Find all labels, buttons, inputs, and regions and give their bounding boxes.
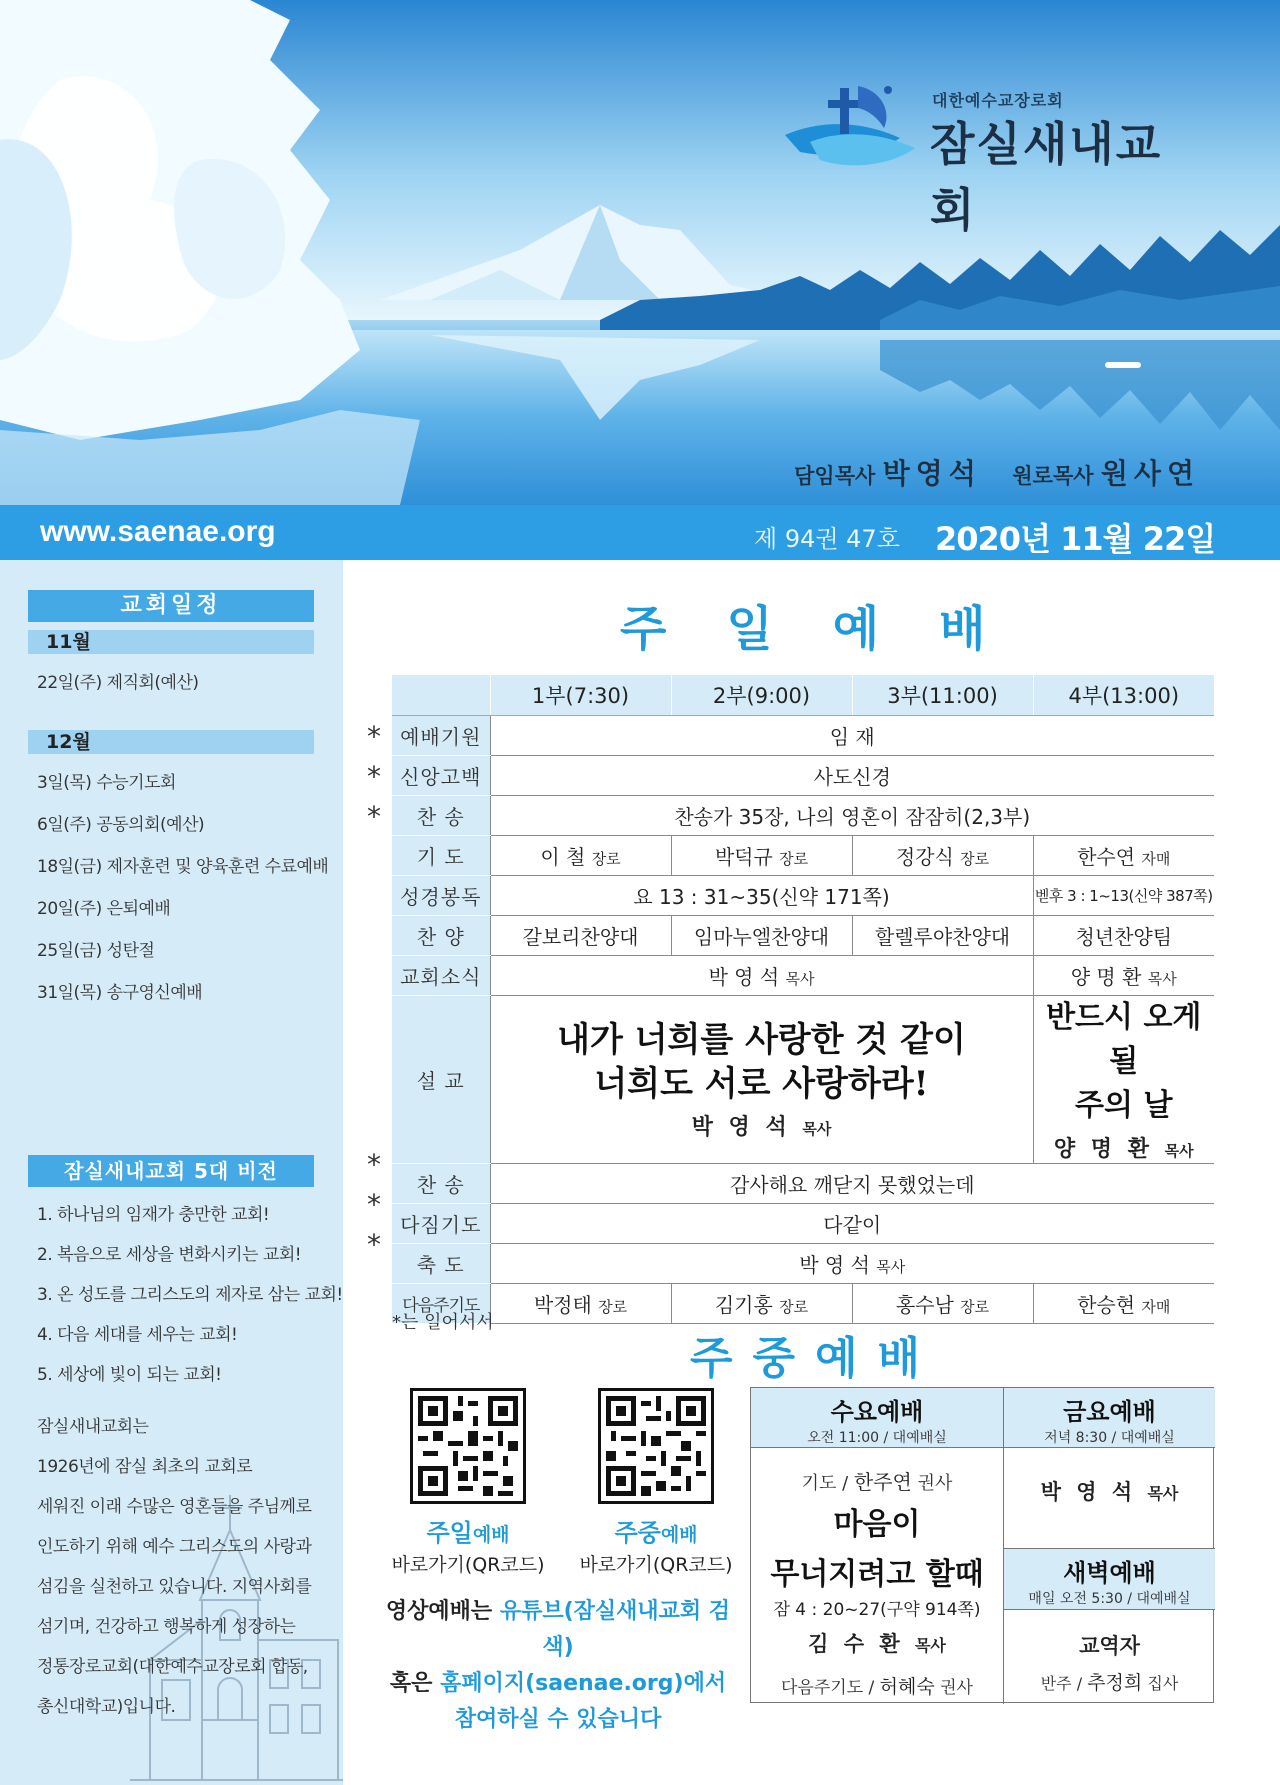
qr-title	[566, 1513, 746, 1548]
table-row	[392, 1203, 1214, 1243]
wednesday-sermon-line: 마음이	[833, 1507, 921, 1542]
stand-marker: *	[367, 1188, 381, 1221]
person-name: 박 영 석	[1040, 1480, 1137, 1504]
person-title: 목사	[1164, 1141, 1194, 1160]
wednesday-scripture: 잠 4 : 20~27(구약 914쪽)	[773, 1600, 981, 1620]
church-name: 잠실새내교회	[930, 117, 1163, 237]
table-header-row	[392, 675, 1214, 715]
vision-item: 3. 온 성도를 그리스도의 제자로 삼는 교회!	[37, 1285, 343, 1305]
row-value	[671, 1283, 852, 1323]
table-row	[392, 715, 1214, 755]
qr-title	[378, 1513, 558, 1548]
row-value: 찬송가 35장, 나의 영혼이 잠잠히(2,3부)	[490, 795, 1214, 835]
intro-line: 잠실새내교회는	[37, 1417, 149, 1437]
row-label: 설 교	[392, 995, 490, 1163]
dawn-time: 매일 오전 5:30 / 대예배실	[1028, 1591, 1191, 1607]
row-label: 신앙고백	[392, 755, 490, 795]
person-title: 목사	[1147, 1484, 1179, 1503]
person-name: 홍수남	[895, 1292, 954, 1317]
row-value: 임 재	[490, 715, 1214, 755]
person-title: 목사	[802, 1119, 832, 1138]
dawn-title: 새벽예배	[1063, 1559, 1156, 1587]
table-row	[392, 875, 1214, 915]
emeritus-pastor-title: 원로목사	[1012, 464, 1094, 488]
sermon-title-line: 내가 너희를 사랑한 것 같이	[557, 1019, 966, 1060]
row-label: 찬 송	[392, 795, 490, 835]
wednesday-time: 오전 11:00 / 대예배실	[807, 1430, 947, 1446]
person-title: 장로	[779, 849, 809, 868]
senior-pastor-title: 담임목사	[794, 464, 876, 488]
person-name: 추정희	[1087, 1672, 1143, 1694]
table-row	[392, 835, 1214, 875]
qr-code-icon	[413, 1391, 523, 1501]
person-name: 박 영 석	[708, 964, 780, 989]
row-label: 다음주기도	[392, 1283, 490, 1323]
schedule-item: 3일(목) 수능기도회	[37, 773, 176, 793]
row-value	[490, 1283, 671, 1323]
row-value	[490, 1243, 1214, 1283]
row-value: 청년찬양팀	[1033, 915, 1214, 955]
row-value	[1033, 955, 1214, 995]
video-service-note	[378, 1594, 738, 1738]
person-name: 양 명 환	[1053, 1136, 1153, 1162]
weekday-qr-code[interactable]	[598, 1388, 714, 1504]
row-value: 요 13 : 31~35(신약 171쪽)	[490, 875, 1033, 915]
person-title: 집사	[1147, 1674, 1179, 1693]
intro-line: 세워진 이래 수많은 영혼들을 주님께로	[37, 1497, 312, 1517]
intro-line: 총신대학교)입니다.	[37, 1697, 176, 1717]
row-label: 기 도	[392, 835, 490, 875]
table-row	[392, 755, 1214, 795]
homepage-link[interactable]: 홈페이지(saenae.org)에서	[440, 1671, 727, 1696]
row-value	[852, 1283, 1033, 1323]
row-value	[490, 835, 671, 875]
vision-title: 잠실새내교회 5대 비전	[28, 1155, 314, 1187]
sermon-title-line: 반드시 오게 될	[1046, 999, 1202, 1079]
prayer-label: 기도 /	[801, 1473, 854, 1494]
vision-item: 5. 세상에 빛이 되는 교회!	[37, 1365, 222, 1385]
row-label: 성경봉독	[392, 875, 490, 915]
intro-line: 인도하기 위해 예수 그리스도의 사랑과	[37, 1537, 312, 1557]
row-value: 임마누엘찬양대	[671, 915, 852, 955]
person-title: 권사	[917, 1473, 953, 1494]
qr-caption: 바로가기(QR코드)	[579, 1554, 733, 1576]
sermon-title-line: 주의 날	[1075, 1087, 1173, 1123]
sunday-qr-code[interactable]	[410, 1388, 526, 1504]
dawn-header	[1004, 1548, 1215, 1610]
intro-line: 정통장로교회(대한예수교장로회 합동,	[37, 1657, 308, 1677]
table-row	[392, 1243, 1214, 1283]
row-value	[671, 835, 852, 875]
row-value: 감사해요 깨닫지 못했었는데	[490, 1163, 1214, 1203]
sunday-qr-label[interactable]	[378, 1513, 558, 1577]
row-label: 축 도	[392, 1243, 490, 1283]
sidebar	[0, 560, 343, 1785]
youtube-link[interactable]: 유튜브(잠실새내교회 검색)	[499, 1599, 731, 1660]
qr-caption: 바로가기(QR코드)	[391, 1554, 545, 1576]
person-title: 목사	[914, 1636, 946, 1655]
video-note-text: 혹은	[389, 1671, 441, 1696]
row-value	[1033, 835, 1214, 875]
issue-banner	[0, 505, 1280, 560]
sermon-fourth	[1033, 995, 1214, 1163]
table-header-cell	[392, 675, 490, 715]
qr-title-main: 주중	[614, 1519, 661, 1547]
person-title: 장로	[598, 1297, 628, 1316]
video-note-text: 영상예배는	[385, 1599, 500, 1624]
row-value	[852, 835, 1033, 875]
stand-marker: *	[367, 760, 381, 793]
table-header-cell: 2부(9:00)	[671, 675, 852, 715]
row-label: 찬 송	[392, 1163, 490, 1203]
person-name: 정강식	[895, 844, 954, 869]
intro-line: 1926년에 잠실 최초의 교회로	[37, 1457, 253, 1477]
person-title: 장로	[960, 1297, 990, 1316]
website-link[interactable]: www.saenae.org	[40, 515, 276, 548]
sermon-title-line: 너희도 서로 사랑하라!	[594, 1063, 929, 1104]
video-note-line	[378, 1666, 738, 1702]
friday-time: 저녁 8:30 / 대예배실	[1044, 1430, 1175, 1446]
schedule-item: 20일(주) 은퇴예배	[37, 899, 171, 919]
row-label: 예배기원	[392, 715, 490, 755]
intro-line: 섬기며, 건강하고 행복하게 성장하는	[37, 1617, 296, 1637]
row-value	[490, 955, 1033, 995]
person-name: 한승현	[1077, 1292, 1136, 1317]
person-title: 권사	[940, 1678, 973, 1698]
person-name: 박 영 석	[799, 1252, 870, 1277]
person-title: 자매	[1141, 849, 1171, 868]
person-name: 박 영 석	[691, 1114, 791, 1140]
wednesday-prayer	[751, 1466, 1003, 1495]
issue-volume: 제 94권 47호	[754, 525, 900, 553]
person-title: 목사	[1147, 969, 1177, 988]
hero-banner	[0, 0, 1280, 505]
schedule-item: 18일(금) 제자훈련 및 양육훈련 수료예배	[37, 857, 329, 877]
person-title: 장로	[779, 1297, 809, 1316]
person-name: 한주연	[853, 1470, 912, 1494]
weekday-services-box	[750, 1387, 1214, 1703]
person-title: 목사	[785, 969, 815, 988]
sermon-main	[490, 995, 1033, 1163]
schedule-title: 교회일정	[28, 590, 314, 622]
sunday-service-title: 주일예배	[620, 601, 1046, 657]
person-title: 장로	[591, 849, 621, 868]
emeritus-pastor-name: 원사연	[1100, 457, 1200, 490]
schedule-item: 6일(주) 공동의회(예산)	[37, 815, 205, 835]
table-header-cell: 3부(11:00)	[852, 675, 1033, 715]
qr-title-main: 주일	[426, 1519, 473, 1547]
wednesday-sermon-line: 무너지려고 할때	[770, 1557, 984, 1592]
wednesday-next-prayer	[751, 1672, 1003, 1699]
dawn-leader: 교역자	[1079, 1634, 1140, 1658]
person-name: 김 수 환	[808, 1632, 904, 1656]
row-value: 벧후 3 : 1~13(신약 387쪽)	[1033, 875, 1214, 915]
person-name: 이 철	[540, 844, 586, 869]
issue-date: 2020년 11월 22일	[935, 520, 1216, 558]
stand-marker: *	[367, 800, 381, 833]
vision-item: 2. 복음으로 세상을 변화시키는 교회!	[37, 1245, 302, 1265]
vision-item: 4. 다음 세대를 세우는 교회!	[37, 1325, 238, 1345]
schedule-item: 22일(주) 제직회(예산)	[37, 673, 199, 693]
weekday-service-title: 주중예배	[690, 1333, 941, 1384]
wednesday-title: 수요예배	[830, 1398, 924, 1426]
video-note-line: 참여하실 수 있습니다	[454, 1707, 662, 1732]
person-title: 목사	[876, 1257, 906, 1276]
sunday-service-table	[392, 675, 1214, 1324]
winter-lake-illustration	[0, 0, 1280, 505]
wednesday-body	[751, 1448, 1003, 1699]
table-header-cell: 4부(13:00)	[1033, 675, 1214, 715]
next-prayer-label: 다음주기도 /	[781, 1678, 880, 1698]
row-value	[1033, 1283, 1214, 1323]
table-header-cell: 1부(7:30)	[490, 675, 671, 715]
church-logo[interactable]	[780, 80, 1200, 237]
denomination-label: 대한예수교장로회	[932, 91, 1064, 110]
row-label: 다짐기도	[392, 1203, 490, 1243]
table-row	[392, 955, 1214, 995]
qr-title-suffix: 예배	[472, 1524, 510, 1546]
row-value: 할렐루야찬양대	[852, 915, 1033, 955]
row-value: 다같이	[490, 1203, 1214, 1243]
stand-marker: *	[367, 1148, 381, 1181]
person-title: 장로	[960, 849, 990, 868]
dawn-body	[1004, 1610, 1215, 1695]
person-name: 김기홍	[714, 1292, 773, 1317]
person-name: 박정태	[533, 1292, 592, 1317]
pastors-line	[794, 452, 1200, 492]
month-label: 12월	[28, 730, 314, 754]
vision-item: 1. 하나님의 임재가 충만한 교회!	[37, 1205, 270, 1225]
stand-note: *는 일어서서	[392, 1312, 494, 1333]
sermon-preacher	[1034, 1132, 1215, 1163]
schedule-item: 31일(목) 송구영신예배	[37, 983, 203, 1003]
senior-pastor-name: 박영석	[882, 457, 982, 490]
qr-code-icon	[601, 1391, 711, 1501]
accomp-label: 반주 /	[1040, 1674, 1088, 1693]
row-value: 사도신경	[490, 755, 1214, 795]
table-row	[392, 1283, 1214, 1323]
row-label: 찬 양	[392, 915, 490, 955]
friday-header	[1004, 1388, 1215, 1448]
video-note-line	[378, 1594, 738, 1666]
weekday-qr-label[interactable]	[566, 1513, 746, 1577]
sermon-preacher	[491, 1110, 1033, 1141]
church-emblem-icon	[780, 80, 930, 170]
wednesday-header	[751, 1388, 1003, 1448]
schedule-item: 25일(금) 성탄절	[37, 941, 155, 961]
wednesday-preacher	[751, 1628, 1003, 1658]
stand-marker: *	[367, 720, 381, 753]
table-row	[392, 995, 1214, 1163]
table-row	[392, 1163, 1214, 1203]
table-row	[392, 795, 1214, 835]
table-row	[392, 915, 1214, 955]
dawn-accompanist	[1004, 1668, 1215, 1695]
qr-title-suffix: 예배	[660, 1524, 698, 1546]
stand-marker: *	[367, 1228, 381, 1261]
friday-title: 금요예배	[1063, 1398, 1156, 1426]
row-value: 갈보리찬양대	[490, 915, 671, 955]
friday-body	[1004, 1448, 1215, 1528]
person-title: 자매	[1141, 1297, 1171, 1316]
person-name: 허혜숙	[879, 1676, 935, 1698]
person-name: 박덕규	[714, 844, 773, 869]
person-name: 양 명 환	[1070, 964, 1142, 989]
row-label: 교회소식	[392, 955, 490, 995]
person-name: 한수연	[1077, 844, 1136, 869]
month-label: 11월	[28, 630, 314, 654]
intro-line: 섬김을 실천하고 있습니다. 지역사회를	[37, 1577, 312, 1597]
